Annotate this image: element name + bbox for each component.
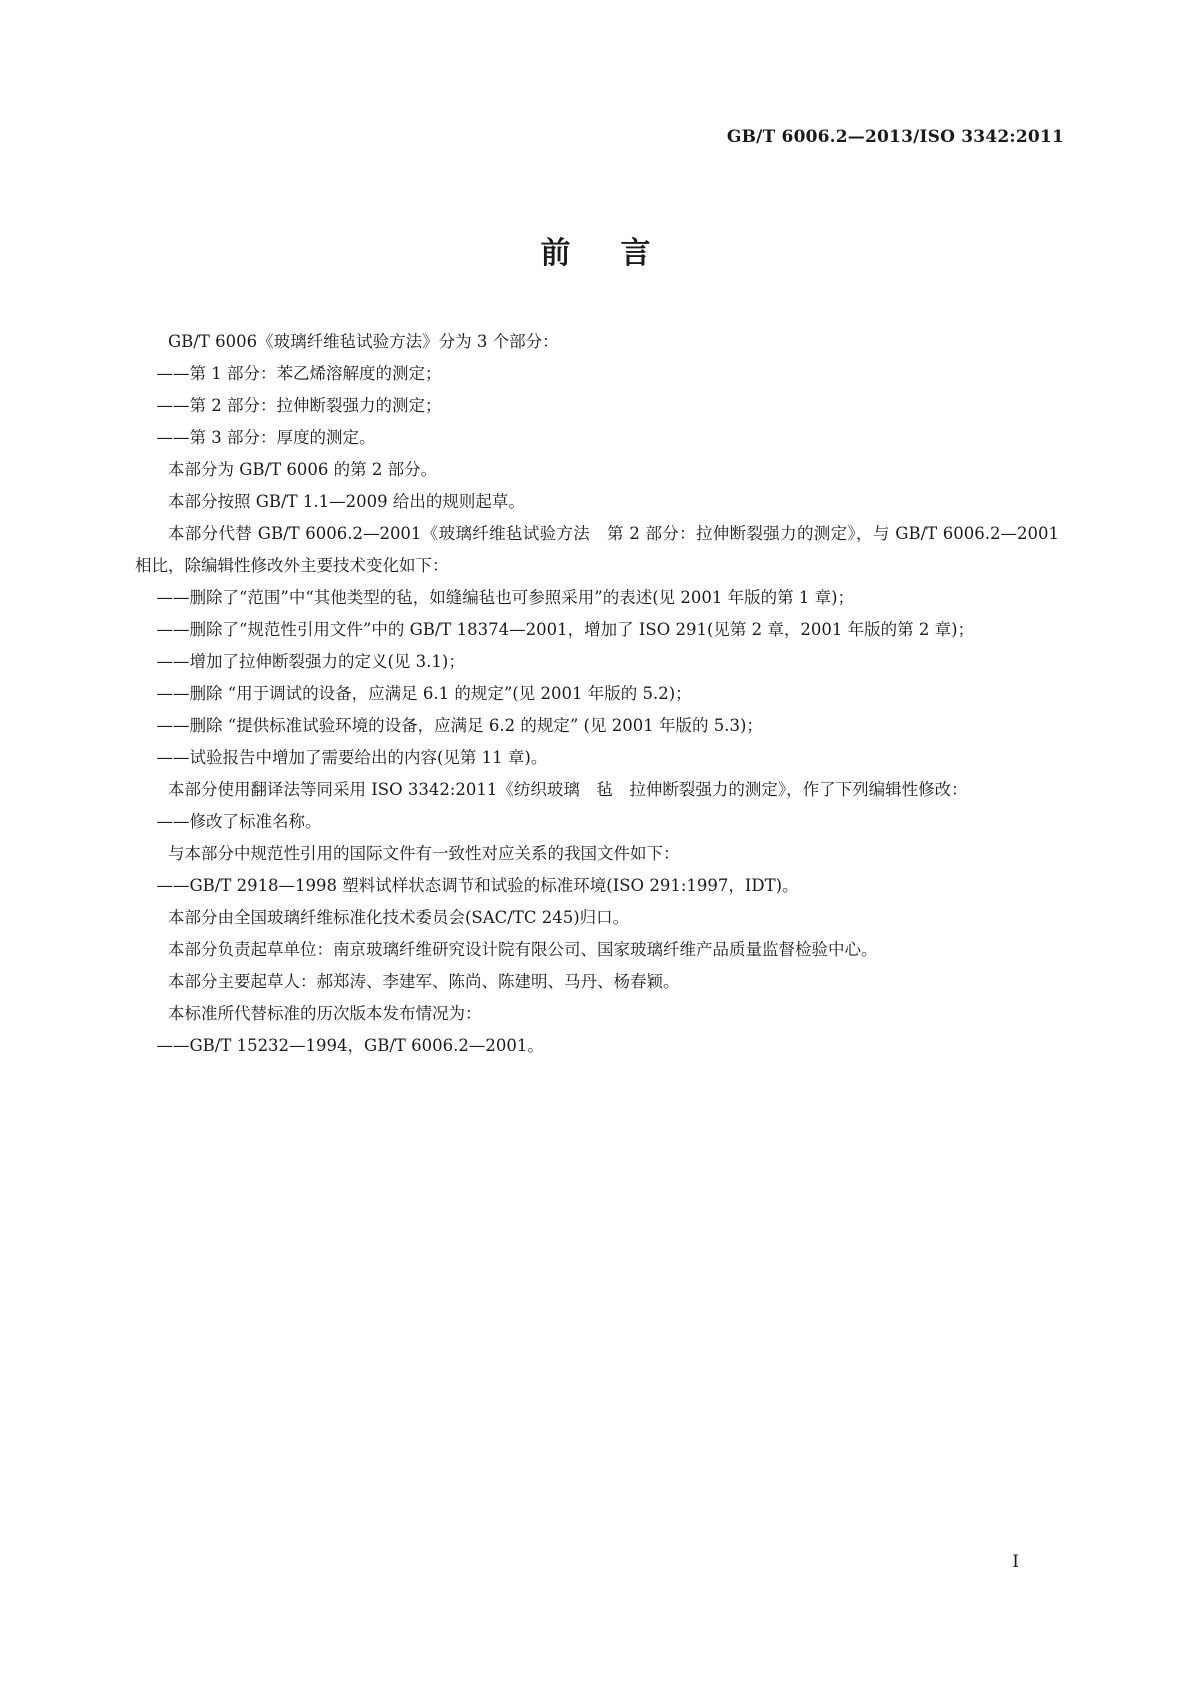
paragraph: 本标准所代替标准的历次版本发布情况为： bbox=[168, 1004, 482, 1023]
list-item: ——第 3 部分：厚度的测定。 bbox=[156, 428, 376, 447]
list-item: ——GB/T 2918—1998 塑料试样状态调节和试验的标准环境(ISO 291:1997，IDT)。 bbox=[156, 876, 799, 895]
list-item: ——GB/T 15232—1994，GB/T 6006.2—2001。 bbox=[156, 1036, 544, 1055]
list-item: ——删除 “用于调试的设备，应满足 6.1 的规定”(见 2001 年版的 5.2)； bbox=[156, 684, 692, 703]
paragraph: 本部分按照 GB/T 1.1—2009 给出的规则起草。 bbox=[168, 492, 525, 511]
paragraph: 本部分为 GB/T 6006 的第 2 部分。 bbox=[168, 460, 438, 479]
list-item: ——试验报告中增加了需要给出的内容(见第 11 章)。 bbox=[156, 748, 548, 767]
foreword-body bbox=[135, 326, 1059, 1062]
page-number: I bbox=[1012, 1552, 1019, 1572]
list-item: ——删除了“范围”中“其他类型的毡，如缝编毡也可参照采用”的表述(见 2001 年版的第 1 章)； bbox=[156, 588, 855, 607]
list-item: ——删除 “提供标准试验环境的设备，应满足 6.2 的规定” (见 2001 年版的 5.3)； bbox=[156, 716, 763, 735]
list-item: ——第 1 部分：苯乙烯溶解度的测定； bbox=[156, 364, 442, 383]
paragraph: 本部分代替 GB/T 6006.2—2001《玻璃纤维毡试验方法 第 2 部分：拉伸断裂强力的测定》，与 GB/T 6006.2—2001 相比，除编辑性修改外主要技术变化如下： bbox=[135, 524, 1059, 575]
list-item: ——修改了标准名称。 bbox=[156, 812, 322, 831]
paragraph: 与本部分中规范性引用的国际文件有一致性对应关系的我国文件如下： bbox=[168, 844, 680, 863]
list-item: ——第 2 部分：拉伸断裂强力的测定； bbox=[156, 396, 442, 415]
paragraph: 本部分主要起草人：郝郑涛、李建军、陈尚、陈建明、马丹、杨春颖。 bbox=[168, 972, 680, 991]
paragraph: 本部分负责起草单位：南京玻璃纤维研究设计院有限公司、国家玻璃纤维产品质量监督检验中心。 bbox=[168, 940, 878, 959]
list-item: ——删除了“规范性引用文件”中的 GB/T 18374—2001，增加了 ISO 291(见第 2 章，2001 年版的第 2 章)； bbox=[156, 620, 975, 639]
standard-code: GB/T 6006.2—2013/ISO 3342:2011 bbox=[726, 127, 1064, 147]
paragraph: 本部分使用翻译法等同采用 ISO 3342:2011《纺织玻璃 毡 拉伸断裂强力的测定》，作了下列编辑性修改： bbox=[168, 780, 968, 799]
page-title: 前言 bbox=[540, 236, 701, 271]
paragraph: GB/T 6006《玻璃纤维毡试验方法》分为 3 个部分： bbox=[168, 332, 559, 351]
paragraph: 本部分由全国玻璃纤维标准化技术委员会(SAC/TC 245)归口。 bbox=[168, 908, 630, 927]
list-item: ——增加了拉伸断裂强力的定义(见 3.1)； bbox=[156, 652, 465, 671]
